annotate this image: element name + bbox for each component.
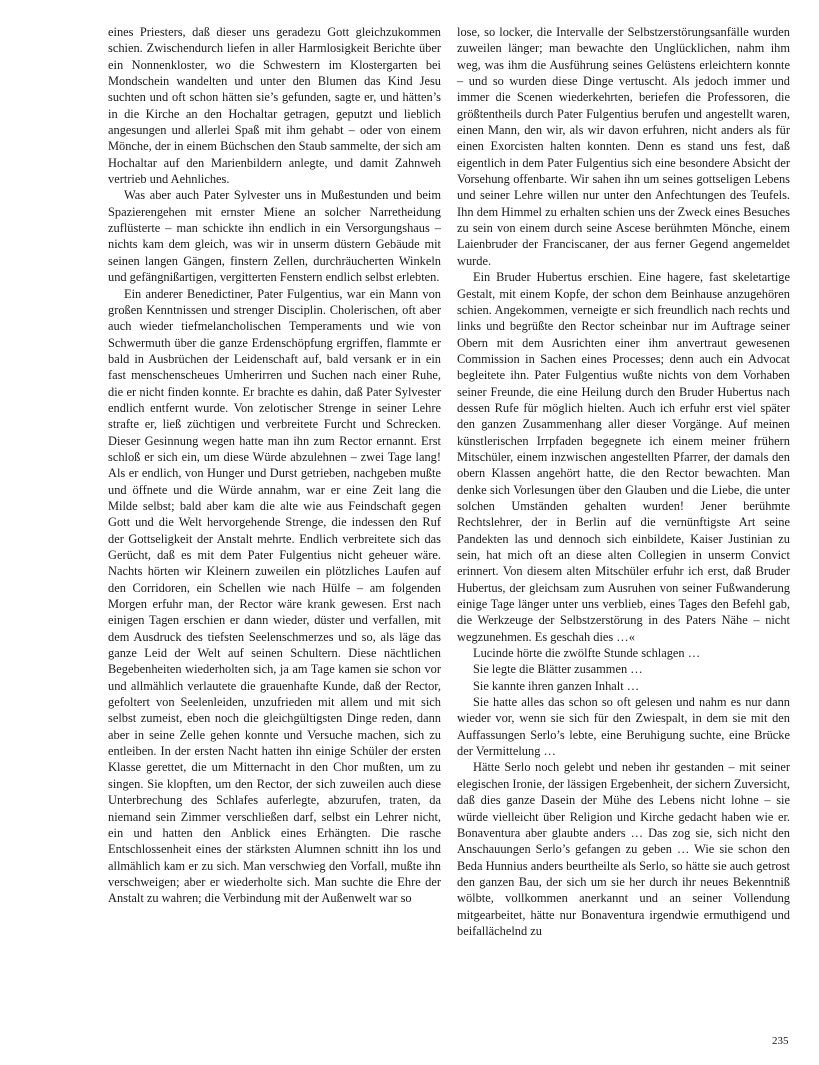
page-number: 235	[772, 1035, 789, 1047]
right-column	[457, 24, 790, 939]
left-column	[108, 24, 441, 907]
paragraph: Sie legte die Blätter zusammen …	[473, 662, 643, 677]
paragraph: Was aber auch Pater Sylvester uns in Mußestunden und beim Spazierengehen mit ernster Miene an solcher Narretheidung zuflüsterte – man schickte ihn endlich in ein Versorgungshaus – nichts kam dem gleich, was wir in unserm düstern Gebäude mit seinen langen Gängen, finstern Zellen, durchräucherten Winkeln und gefängnißartigen, vergitterten Fenstern endlich selbst erlebten.	[108, 188, 441, 285]
paragraph: Hätte Serlo noch gelebt und neben ihr gestanden – mit seiner elegischen Ironie, der lässigen Ergebenheit, der sichern Zuversicht, daß dies ganze Dasein der Mühe des Lebens nicht lohne – sie würde vielleicht über Religion und Kirche gedacht haben wie er. Bonaventura aber glaubte anders … Das zog sie, sich nicht den Anschauungen Serlo’s gefangen zu geben … Wie sie schon den Beda Hunnius anders beurtheilte als Serlo, so hätte sie auch getrost den ganzen Bau, der sich um sie her durch ihr neues Bekenntniß wölbte, vollkommen anerkannt und an seiner Vollendung mitgearbeitet, hätte nur Bonaventura irgendwie ermuthigend und beifallächelnd zu	[457, 760, 790, 938]
paragraph: Lucinde hörte die zwölfte Stunde schlagen …	[473, 646, 701, 661]
paragraph: lose, so locker, die Intervalle der Selbstzerstörungsanfälle wurden zuweilen länger; man bewachte den Unglücklichen, nahm ihm weg, was ihm die Ausführung seines Gelüstens erleichtern konnte – und so wurden diese Dinge vertuscht. Als jedoch immer und immer die Scenen wiederkehrten, beriefen die Professoren, die größtentheils durch Pater Fulgentius berufen und angestellt waren, einen Mann, den wir, als wir davon erfuhren, nicht anders als für einen Exorcisten halten konnten. Denn es stand uns fest, daß eigentlich in dem Pater Fulgentius sich eine besondere Absicht der Vorsehung offenbarte. Wir sahen ihn um seines gottseligen Lebens und seiner Lehre willen nur unter den Anfechtungen des Teufels. Ihn dem Himmel zu erhalten schien uns der Zweck eines Besuches zu sein von einem durch seine Ascese berühmten Mönche, einem Laienbruder der Franciscaner, der aus ferner Gegend angemeldet wurde.	[457, 25, 790, 268]
paragraph: Sie hatte alles das schon so oft gelesen und nahm es nur dann wieder vor, wenn sie sich für den Zwiespalt, in dem sie mit den Auffassungen Serlo’s lebte, eine Beruhigung suchte, eine Brücke der Vermittelung …	[457, 695, 790, 759]
paragraph: eines Priesters, daß dieser uns geradezu Gott gleichzukommen schien. Zwischendurch liefen in aller Harmlosigkeit Berichte über ein Nonnenkloster, wo die Schwestern im Klostergarten bei Mondschein wandelten und unter den Blumen das Kind Jesu suchten und oft schon hätten sie’s gefunden, sagte er, und hätten’s in die Kirche an den Hochaltar getragen, geputzt und lieblich angesungen und allerlei Spaß mit ihm gehabt – oder von einem Mönche, der in einem Büchschen den Staub sammelte, der sich am Hochaltar auf den Marienbildern anlegte, und damit Zahnweh vertrieb und Aehnliches.	[108, 25, 441, 187]
paragraph: Ein Bruder Hubertus erschien. Eine hagere, fast skeletartige Gestalt, mit einem Kopfe, der schon dem Beinhause anzugehören schien. Angekommen, verneigte er sich freundlich nach rechts und links und begrüßte den Rector scheinbar nur im Auftrage seiner Obern mit dem Ausrichten einer ihm anvertraut gewesenen Commission in Sachen eines Processes; denn auch ein Advocat begleitete ihn. Pater Fulgentius wußte nichts von dem Vorhaben seiner Freunde, die eine Heilung durch den Bruder Hubertus nach dessen Rufe für möglich hielten. Auch ich erfuhr erst viel später den ganzen Zusammenhang aller dieser Vorgänge. Auf meinen künstlerischen Irrpfaden begegnete ich einem meiner frühern Mitschüler, einem inzwischen angestellten Pfarrer, der damals den obern Klassen angehört hatte, die den Rector bewachten. Man denke sich Vorlesungen über den Glauben und die Liebe, die unter solchen Umständen gehalten wurden! Jener berühmte Rechtslehrer, der in Berlin auf die vernünftigste Art seine Pandekten las und dennoch sich einbildete, Kaiser Justinian zu sein, hat mich oft an diese alten Collegien in unserm Convict erinnert. Von diesem alten Mitschüler erfuhr ich erst, daß Bruder Hubertus, der gleichsam zum Ausruhen von seiner Fußwanderung einige Tage länger unter uns verblieb, eines Tages den Befehl gab, die Werkzeuge der Selbstzerstörung in des Paters Nähe – nicht wegzunehmen. Es geschah dies …«	[457, 270, 790, 644]
paragraph: Sie kannte ihren ganzen Inhalt …	[473, 678, 640, 693]
paragraph: Ein anderer Benedictiner, Pater Fulgentius, war ein Mann von großen Kenntnissen und strenger Disciplin. Cholerischen, oft aber auch wieder tiefmelancholischen Temperaments und wie von Schwermuth über die ganze Erdenschöpfung ergriffen, flammte er bald in Ausbrüchen der Leidenschaft auf, bald versank er in ein fast menschenscheues Umherirren und Suchen nach einer Ruhe, die er nicht finden konnte. Er brachte es dahin, daß Pater Sylvester endlich entfernt wurde. Von zelotischer Strenge in seiner Lehre strafte er, ließ züchtigen und verbreitete Furcht und Schrecken. Dieser Gesinnung wegen hatte man ihn zum Rector ernannt. Erst schloß er sich ein, um diese Würde abzulehnen – zwei Tage lang! Als er endlich, von Hunger und Durst getrieben, nachgeben mußte und öffnete und die Würde annahm, war er eine Zeit lang die Milde selbst; bald aber kam die alte wie aus Feindschaft gegen Gott und die Welt hervorgehende Strenge, die indessen den Ruf der Gottseligkeit der Anstalt mehrte. Endlich verbreitete sich das Gerücht, daß es mit dem Pater Fulgentius nicht geheuer wäre. Nachts hörten wir Kleinern zuweilen ein plötzliches Laufen auf den Corridoren, ein Schellen wie nach Hülfe – am folgenden Morgen erfuhr man, der Rector wäre krank gewesen. Erst nach einigen Tagen erschien er dann wieder, düster und verfallen, mit dem Ausdruck des tiefsten Seelenschmerzes und so, als läge das ganze Leid der Welt auf seinen Schultern. Diese nächtlichen Begebenheiten wiederholten sich, ja am Tage kamen sie schon vor und allmählich verlautete die grauenhafte Kunde, daß der Rector, gefoltert von Seelenleiden, unzufrieden mit allem und mit sich selbst zumeist, eben noch die gleichgültigsten Dinge reden, dann aber in seine Zelle gehen konnte und Versuche machen, sich zu entleiben. In der ersten Nacht hatten ihn einige Schüler der ersten Klasse gerettet, die um Mitternacht in den Chor mußten, um zu singen. Sie klopften, um den Rector, der sich zuweilen auch diese Unterbrechung des Schlafes auferlegte, abzurufen, traten, da niemand sein Zimmer verschließen darf, selbst ein Lehrer nicht, ein und hatten den Anblick eines Erhängten. Die rasche Entschlossenheit eines der stärksten Alumnen schnitt ihn los und allmählich kam er zu sich. Man verschwieg den Vorfall, mußte ihn verschweigen; aber er wiederholte sich. Man suchte die Ehre der Anstalt zu wahren; die Verbindung mit der Außenwelt war so	[108, 286, 441, 906]
